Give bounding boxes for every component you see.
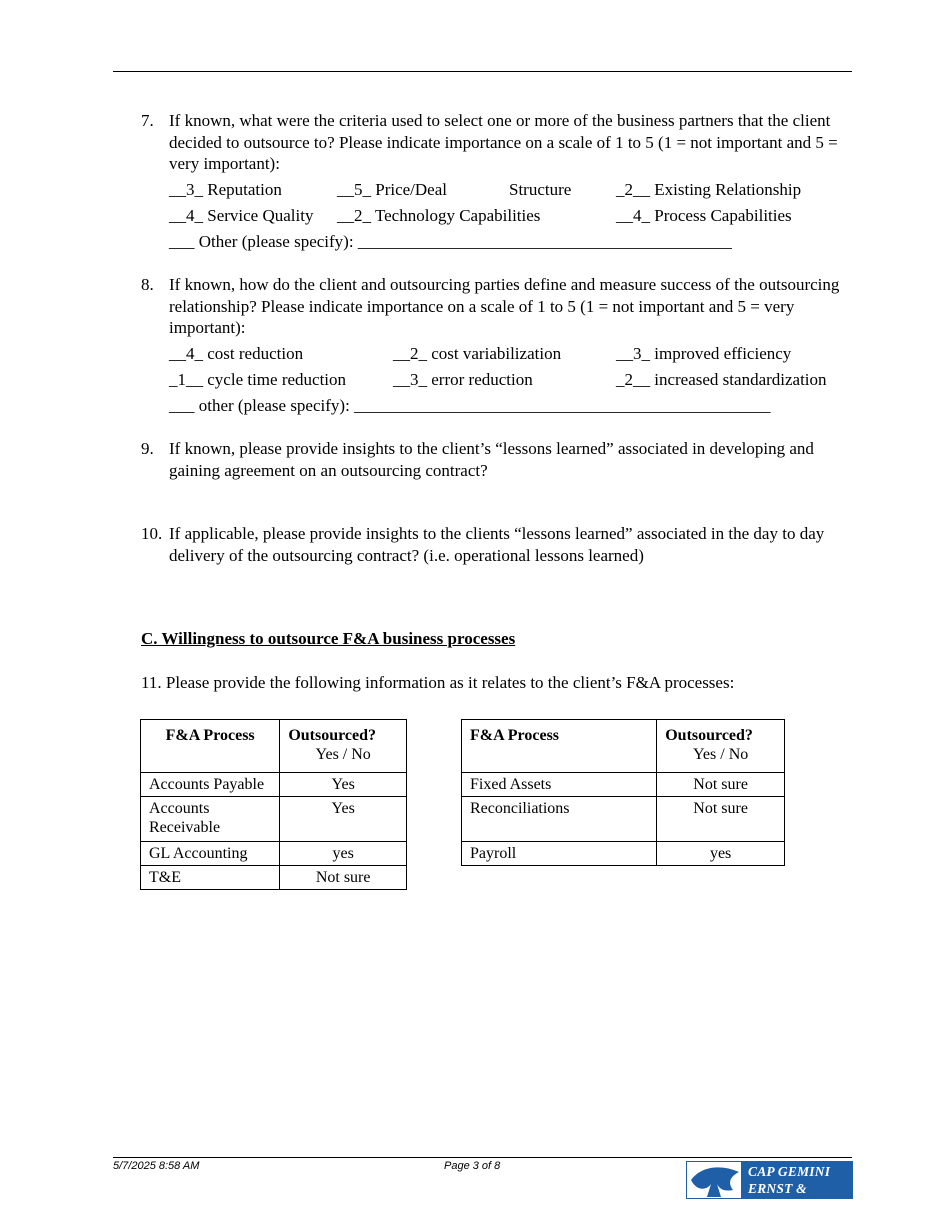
header-rule [113,71,852,72]
question-number: 8. [141,275,154,294]
outsourced-value: Not sure [657,773,785,797]
options-row [169,231,853,257]
question-8 [141,274,853,421]
outsourced-value: Yes [280,797,407,842]
option-existing-relationship: _2__ Existing Relationship [616,179,802,199]
table-row [141,797,407,842]
option-cost-variabilization: __2_ cost variabilization [393,343,562,363]
option-service-quality: __4_ Service Quality [169,205,314,225]
header-outsourced: Outsourced? Yes / No [280,720,407,773]
table-row [141,842,407,866]
process-name: Accounts Receivable [141,797,280,842]
outsourced-value: yes [280,842,407,866]
table-header-row [141,720,407,773]
fa-process-table-left [140,719,407,890]
option-technology-capabilities: __2_ Technology Capabilities [337,205,541,225]
question-9 [141,438,853,481]
options-row [169,343,853,369]
question-text: If known, how do the client and outsourcing parties define and measure success of the outsourcing relationship? Please indicate importance on a scale of 1 to 5 (1 = not important and 5 = very important): [169,275,840,337]
question-text: If applicable, please provide insights to the clients “lessons learned” associated in the day to day delivery of the outsourcing contract? (i.e. operational lessons learned) [169,524,825,565]
process-name: T&E [141,866,280,890]
options-row [169,369,853,395]
options-row [169,395,853,421]
question-number: 10. [141,524,163,543]
question-number: 9. [141,439,154,458]
outsourced-value: yes [657,842,785,866]
logo-text: CAP GEMINI ERNST & YOUNG [748,1164,831,1213]
process-name: Payroll [462,842,657,866]
fa-process-table-right [461,719,785,866]
option-process-capabilities: __4_ Process Capabilities [616,205,792,225]
options-row [169,205,853,231]
option-error-reduction: __3_ error reduction [393,369,533,389]
outsourced-value: Not sure [280,866,407,890]
question-11: 11. Please provide the following information as it relates to the client’s F&A processes: [141,673,735,692]
header-process: F&A Process [141,720,280,773]
table-row [141,773,407,797]
question-text: If known, what were the criteria used to select one or more of the business partners that the client decided to outsource to? Please indicate importance on a scale of 1 to 5 (1 = not important and 5 = very important): [169,111,838,173]
footer-date: 5/7/2025 8:58 AM [113,1160,200,1172]
process-name: GL Accounting [141,842,280,866]
option-cycle-time-reduction: _1__ cycle time reduction [169,369,347,389]
footer-rule [113,1157,852,1158]
footer-page-number: Page 3 of 8 [444,1160,501,1172]
question-text: If known, please provide insights to the client’s “lessons learned” associated in developing and gaining agreement on an outsourcing contract? [169,439,814,480]
option-reputation: __3_ Reputation [169,179,282,199]
options-row [169,179,853,205]
header-outsourced: Outsourced? Yes / No [657,720,785,773]
process-name: Fixed Assets [462,773,657,797]
question-number: 7. [141,111,154,130]
option-improved-efficiency: __3_ improved efficiency [616,343,792,363]
table-row [141,866,407,890]
company-logo [686,1161,853,1213]
table-row [462,797,785,842]
section-title: C. Willingness to outsource F&A business processes [141,629,516,648]
table-row [462,773,785,797]
header-process: F&A Process [462,720,657,773]
option-structure: Structure [509,179,572,199]
question-7 [141,110,853,257]
process-name: Reconciliations [462,797,657,842]
outsourced-value: Not sure [657,797,785,842]
option-price-deal: __5_ Price/Deal [337,179,447,199]
outsourced-value: Yes [280,773,407,797]
option-increased-standardization: _2__ increased standardization [616,369,827,389]
option-other: ___ other (please specify): _________________________________________________ [169,395,771,415]
option-cost-reduction: __4_ cost reduction [169,343,304,363]
question-10 [141,523,853,566]
table-row [462,842,785,866]
option-other: ___ Other (please specify): ____________________________________________ [169,231,732,251]
table-header-row [462,720,785,773]
process-name: Accounts Payable [141,773,280,797]
spade-logo-icon [687,1162,743,1198]
